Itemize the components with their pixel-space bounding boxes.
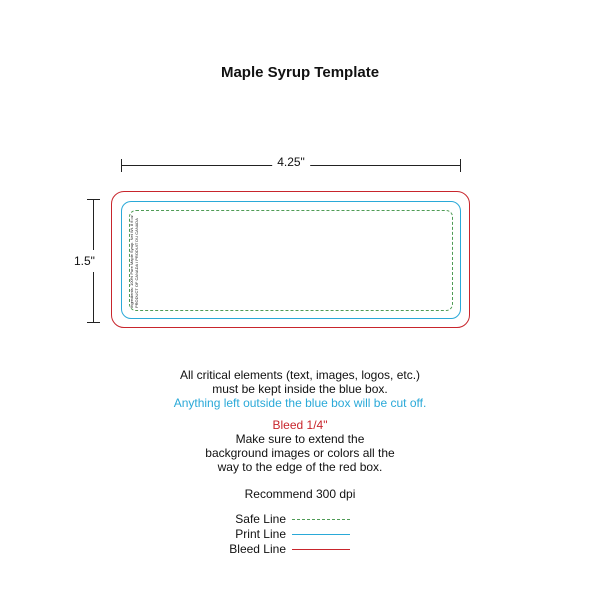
- safe-box: [129, 210, 453, 311]
- width-label: 4.25": [272, 155, 310, 169]
- legend-safe-line: [0, 512, 600, 526]
- bleed-heading: Bleed 1/4": [272, 418, 328, 432]
- height-dimension: [74, 196, 114, 326]
- legend-bleed-label: Bleed Line: [229, 542, 286, 556]
- dpi-recommendation: Recommend 300 dpi: [244, 487, 356, 501]
- critical-elements-line-2: must be kept inside the blue box.: [212, 382, 388, 396]
- legend-print-swatch: [292, 534, 350, 535]
- height-label: 1.5": [74, 250, 110, 272]
- fine-print-line-2: PRODUCT OF CANADA / PRODUIT DU CANADA: [133, 218, 139, 308]
- page-title: Maple Syrup Template: [220, 64, 380, 81]
- cut-off-warning: Anything left outside the blue box will be cut off.: [173, 396, 427, 410]
- legend-safe-swatch: [292, 519, 350, 520]
- label-fine-print: [130, 214, 142, 308]
- legend-bleed-line: [0, 542, 600, 556]
- width-dimension: [118, 150, 464, 180]
- critical-elements-line-1: All critical elements (text, images, logos, etc.): [179, 368, 421, 382]
- height-tick-bottom: [87, 322, 100, 323]
- legend-bleed-swatch: [292, 549, 350, 550]
- width-tick-right: [460, 159, 461, 172]
- bleed-instruction-line-2: background images or colors all the: [205, 446, 395, 460]
- fine-print-line-1: Ingredients: 100% Pure Maple Syrup. Net Wt. 8 fl oz: [129, 215, 134, 308]
- bleed-instruction-line-3: way to the edge of the red box.: [217, 460, 383, 474]
- legend-print-label: Print Line: [235, 527, 286, 541]
- legend-print-line: [0, 527, 600, 541]
- legend-safe-label: Safe Line: [235, 512, 286, 526]
- bleed-instruction-line-1: Make sure to extend the: [235, 432, 365, 446]
